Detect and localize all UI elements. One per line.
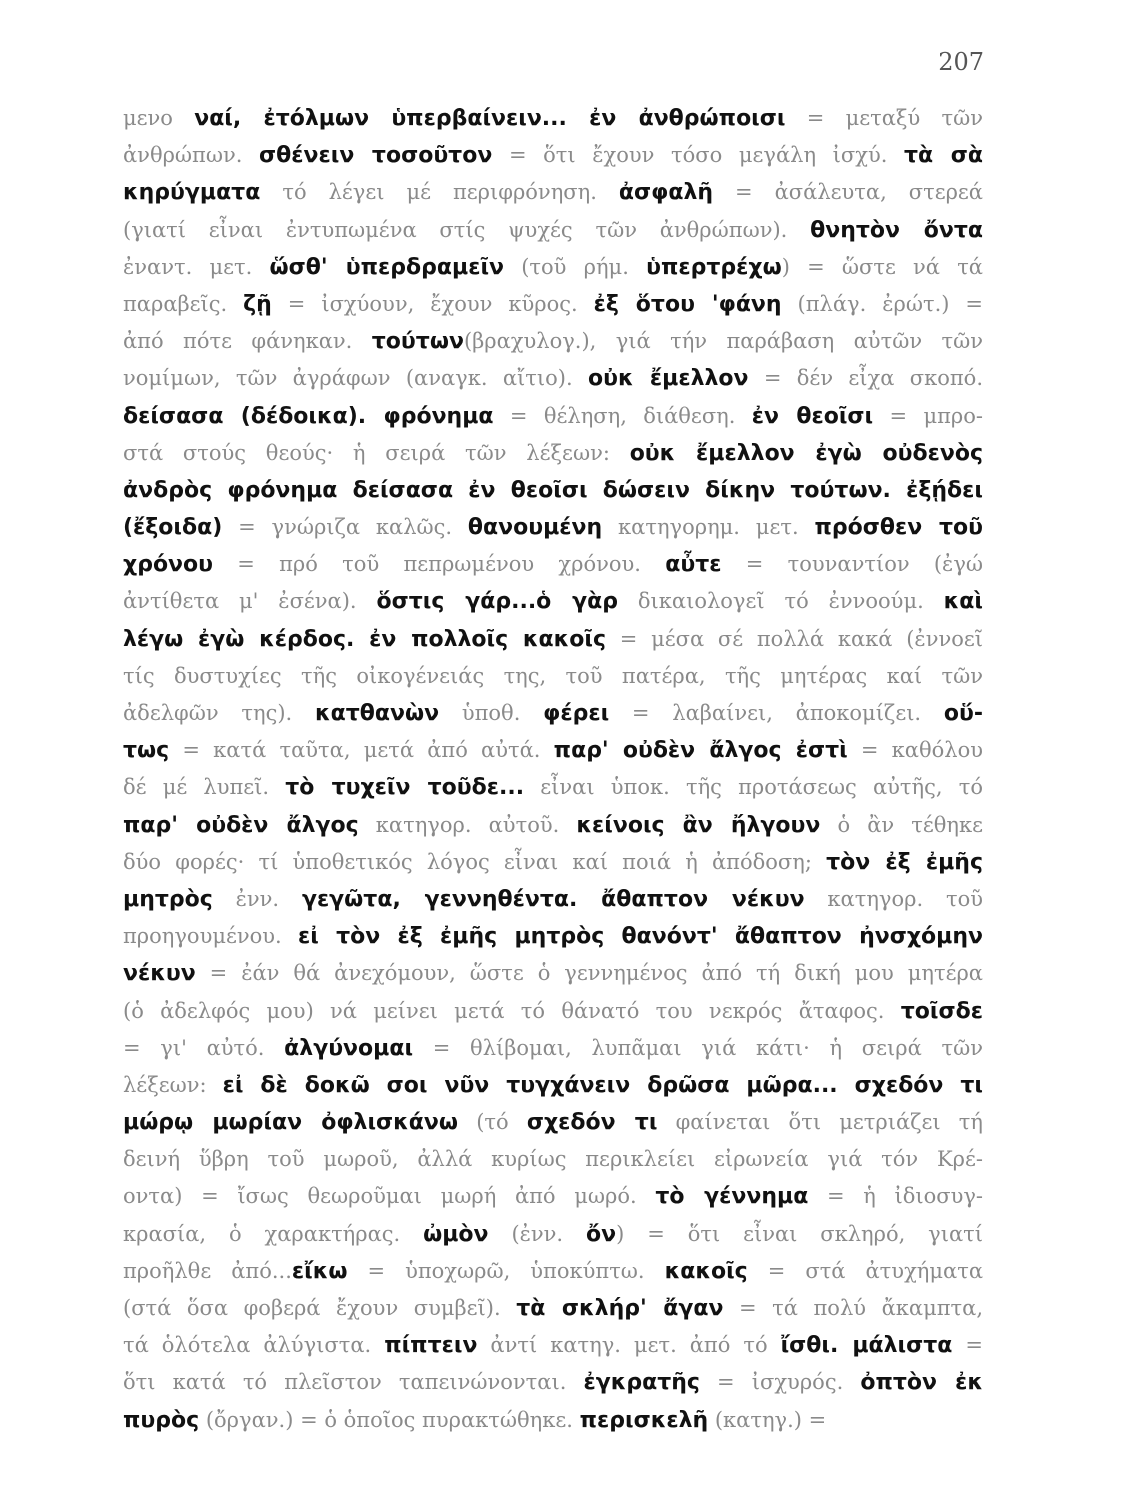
bold-lemma: ἀνδρὸς φρόνημα δείσασα ἐν θεοῖσι δώσειν δίκην τούτων. ἐξῄδει bbox=[123, 477, 983, 503]
bold-lemma: μώρῳ μωρίαν ὀφλισκάνω bbox=[123, 1110, 459, 1136]
commentary-gloss: (ὄργαν.) = ὁ ὁποῖος πυρακτώθηκε. bbox=[199, 1407, 580, 1432]
commentary-gloss: (ἐνν. bbox=[488, 1221, 587, 1246]
text-line bbox=[123, 1402, 983, 1439]
text-line bbox=[123, 546, 983, 583]
commentary-gloss: (βραχυλογ.), γιά τήν παράβαση αὐτῶν τῶν bbox=[463, 329, 983, 354]
bold-lemma: τὸ τυχεῖν τοῦδε... bbox=[285, 775, 525, 801]
bold-lemma: τὸ γέννημα bbox=[655, 1184, 809, 1210]
commentary-gloss: ἐνν. bbox=[212, 886, 302, 911]
commentary-gloss: ἐναντ. μετ. bbox=[123, 254, 270, 279]
bold-lemma: κατθανὼν bbox=[314, 701, 440, 726]
commentary-gloss: = μεταξύ τῶν bbox=[785, 106, 983, 130]
commentary-gloss: = γνώριζα καλῶς. bbox=[222, 515, 468, 540]
bold-lemma: τως bbox=[123, 738, 170, 764]
bold-lemma: λέγω ἐγὼ κέρδος. ἐν πολλοῖς κακοῖς bbox=[123, 626, 606, 652]
text-line bbox=[123, 100, 983, 137]
commentary-gloss: εἶναι ὑποκ. τῆς προτάσεως αὐτῆς, τό bbox=[524, 775, 983, 800]
commentary-gloss: μενο bbox=[123, 106, 195, 130]
commentary-gloss: τίς δυστυχίες τῆς οἰκογένειάς της, τοῦ πατέρα, τῆς μητέρας καί τῶν bbox=[123, 663, 983, 688]
commentary-gloss: ) = ὅτι εἶναι σκληρό, γιατί bbox=[616, 1221, 983, 1246]
commentary-gloss: = θέληση, διάθεση. bbox=[493, 403, 752, 428]
bold-lemma: πρόσθεν τοῦ bbox=[814, 515, 983, 541]
bold-lemma: κακοῖς bbox=[664, 1258, 748, 1284]
bold-lemma: εἴκω bbox=[291, 1258, 348, 1284]
commentary-gloss: κατηγορημ. μετ. bbox=[602, 515, 815, 540]
commentary-gloss: = ἰσχύουν, ἔχουν κῦρος. bbox=[271, 291, 594, 316]
commentary-gloss: = τουναντίον (ἐγώ bbox=[721, 552, 983, 577]
commentary-gloss: = λαβαίνει, ἀποκομίζει. bbox=[609, 701, 944, 725]
commentary-gloss: (στά ὅσα φοβερά ἔχουν συμβεῖ). bbox=[123, 1296, 517, 1320]
bold-lemma: ὥσθ' ὑπερδραμεῖν bbox=[269, 254, 505, 280]
commentary-gloss: οντα) = ἴσως θεωροῦμαι μωρή ἀπό μωρό. bbox=[123, 1184, 656, 1209]
bold-lemma: σθένειν τοσοῦτον bbox=[259, 143, 493, 169]
bold-lemma: οὐκ ἔμελλον ἐγὼ οὐδενὸς bbox=[629, 440, 983, 466]
commentary-gloss: δικαιολογεῖ τό ἐννοούμ. bbox=[618, 589, 944, 614]
commentary-gloss: = τά πολύ ἄκαμπτα, bbox=[723, 1296, 983, 1320]
commentary-gloss: = θλίβομαι, λυπᾶμαι γιά κάτι· ἡ σειρά τῶν bbox=[413, 1035, 983, 1060]
commentary-gloss: δεινή ὕβρη τοῦ μωροῦ, ἀλλά κυρίως περικλείει εἰρωνεία γιά τόν Κρέ- bbox=[123, 1147, 983, 1172]
commentary-gloss: = δέν εἶχα σκοπό. bbox=[748, 366, 983, 391]
bold-lemma: ἀλγύνομαι bbox=[284, 1035, 414, 1061]
commentary-gloss: = ἰσχυρός. bbox=[699, 1370, 861, 1395]
text-line bbox=[123, 732, 983, 769]
commentary-gloss: = bbox=[952, 1333, 983, 1358]
text-line bbox=[123, 174, 983, 211]
commentary-gloss: τό λέγει μέ περιφρόνηση. bbox=[260, 180, 619, 205]
commentary-gloss: κρασία, ὁ χαρακτήρας. bbox=[123, 1221, 424, 1246]
bold-lemma: (ἔξοιδα) bbox=[123, 515, 223, 541]
commentary-gloss: κατηγορ. τοῦ bbox=[804, 886, 983, 911]
text-line bbox=[123, 286, 983, 323]
bold-lemma: δείσασα (δέδοικα). φρόνημα bbox=[123, 403, 494, 429]
bold-lemma: ἐγκρατῆς bbox=[583, 1370, 700, 1396]
bold-lemma: τὰ σκλήρ' ἄγαν bbox=[516, 1296, 724, 1321]
bold-lemma: φέρει bbox=[543, 701, 610, 726]
bold-lemma: κηρύγματα bbox=[123, 180, 261, 206]
bold-lemma: κείνοις ἂν ἤλγουν bbox=[576, 812, 821, 838]
bold-lemma: τοῖσδε bbox=[900, 998, 983, 1024]
text-line bbox=[123, 1141, 983, 1178]
text-line bbox=[123, 658, 983, 695]
commentary-gloss: = καθόλου bbox=[847, 738, 983, 763]
commentary-gloss: δύο φορές· τί ὑποθετικός λόγος εἶναι καί ποιά ἡ ἀπόδοση; bbox=[123, 849, 827, 874]
commentary-gloss: λέξεων: bbox=[123, 1072, 223, 1097]
commentary-gloss: = μπρο- bbox=[873, 403, 983, 428]
bold-lemma: ἐν θεοῖσι bbox=[751, 403, 874, 429]
text-line bbox=[123, 1030, 983, 1067]
bold-lemma: εἰ δὲ δοκῶ σοι νῦν τυγχάνειν δρῶσα μῶρα... σχεδόν τι bbox=[222, 1072, 983, 1098]
bold-lemma: ναί, ἐτόλμων ὑπερβαίνειν... ἐν ἀνθρώποισι bbox=[194, 106, 786, 131]
bold-lemma: ὄν bbox=[586, 1221, 617, 1247]
bold-lemma: ἀσφαλῆ bbox=[618, 180, 714, 206]
commentary-gloss: = ὅτι ἔχουν τόσο μεγάλη ἰσχύ. bbox=[492, 143, 904, 168]
commentary-gloss: = στά ἀτυχήματα bbox=[747, 1258, 983, 1283]
text-line bbox=[123, 881, 983, 918]
text-line bbox=[123, 509, 983, 546]
commentary-gloss: = πρό τοῦ πεπρωμένου χρόνου. bbox=[213, 552, 666, 577]
commentary-gloss: = γι' αὐτό. bbox=[123, 1035, 285, 1060]
commentary-gloss: ἀπό πότε φάνηκαν. bbox=[123, 329, 372, 354]
commentary-text-block bbox=[123, 100, 983, 1439]
text-line bbox=[123, 769, 983, 806]
text-line bbox=[123, 1290, 983, 1327]
bold-lemma: ζῇ bbox=[243, 291, 272, 317]
commentary-gloss: τά ὁλότελα ἀλύγιστα. bbox=[123, 1333, 385, 1358]
bold-lemma: παρ' οὐδὲν ἄλγος bbox=[123, 812, 359, 838]
commentary-gloss: δέ μέ λυπεῖ. bbox=[123, 775, 286, 800]
bold-lemma: μητρὸς bbox=[123, 886, 213, 912]
bold-lemma: θανουμένη bbox=[467, 515, 603, 541]
bold-lemma: θνητὸν ὄντα bbox=[810, 217, 983, 243]
bold-lemma: τούτων bbox=[371, 329, 464, 355]
text-line bbox=[123, 583, 983, 620]
commentary-gloss: (γιατί εἶναι ἐντυπωμένα στίς ψυχές τῶν ἀνθρώπων). bbox=[123, 217, 811, 242]
text-line bbox=[123, 1216, 983, 1253]
commentary-gloss: (τό bbox=[458, 1110, 527, 1135]
page-number: 207 bbox=[938, 48, 984, 76]
bold-lemma: ὠμὸν bbox=[423, 1221, 489, 1247]
text-line bbox=[123, 1253, 983, 1290]
commentary-gloss: νομίμων, τῶν ἀγράφων (αναγκ. αἴτιο). bbox=[123, 366, 588, 391]
commentary-gloss: ὁ ἂν τέθηκε bbox=[820, 812, 983, 837]
bold-lemma: παρ' οὐδὲν ἄλγος ἐστὶ bbox=[553, 738, 848, 764]
text-line bbox=[123, 1104, 983, 1141]
text-line bbox=[123, 137, 983, 174]
bold-lemma: τὰ σὰ bbox=[904, 143, 983, 169]
bold-lemma: περισκελῆ bbox=[579, 1407, 709, 1433]
commentary-gloss: = ὑποχωρῶ, ὑποκύπτω. bbox=[347, 1258, 665, 1283]
bold-lemma: αὖτε bbox=[665, 552, 722, 578]
bold-lemma: πυρὸς bbox=[123, 1407, 200, 1433]
commentary-gloss: ἀντίθετα μ' ἐσένα). bbox=[123, 589, 377, 614]
text-line bbox=[123, 918, 983, 955]
commentary-gloss: στά στούς θεούς· ἡ σειρά τῶν λέξεων: bbox=[123, 440, 630, 465]
commentary-gloss: (ὁ ἀδελφός μου) νά μείνει μετά τό θάνατό του νεκρός ἄταφος. bbox=[123, 998, 901, 1023]
text-line bbox=[123, 249, 983, 286]
text-line bbox=[123, 435, 983, 472]
commentary-gloss: = ἐάν θά ἀνεχόμουν, ὥστε ὁ γεννημένος ἀπό τή δική μου μητέρα bbox=[195, 961, 983, 986]
commentary-gloss: ἀδελφῶν της). bbox=[123, 701, 315, 725]
bold-lemma: ἐξ ὅτου 'φάνη bbox=[593, 291, 782, 317]
bold-lemma: σχεδόν τι bbox=[526, 1110, 658, 1136]
commentary-gloss: ἀντί κατηγ. μετ. ἀπό τό bbox=[477, 1333, 781, 1358]
commentary-gloss: παραβεῖς. bbox=[123, 291, 244, 316]
bold-lemma: τὸν ἐξ ἐμῆς bbox=[826, 849, 983, 875]
text-line bbox=[123, 212, 983, 249]
text-line bbox=[123, 360, 983, 397]
commentary-gloss: = ἡ ἰδιοσυγ- bbox=[808, 1184, 983, 1209]
commentary-gloss: = μέσα σέ πολλά κακά (ἐννοεῖ bbox=[606, 626, 983, 651]
bold-lemma: εἰ τὸν ἐξ ἐμῆς μητρὸς θανόντ' ἄθαπτον ἠνσχόμην bbox=[298, 924, 983, 950]
text-line bbox=[123, 1364, 983, 1401]
text-line bbox=[123, 1067, 983, 1104]
text-line bbox=[123, 807, 983, 844]
bold-lemma: πίπτειν bbox=[384, 1333, 478, 1359]
text-line bbox=[123, 955, 983, 992]
bold-lemma: χρόνου bbox=[123, 552, 214, 578]
bold-lemma: ὅστις γάρ...ὁ γὰρ bbox=[376, 589, 619, 615]
commentary-gloss: ἀνθρώπων. bbox=[123, 143, 260, 168]
bold-lemma: ὑπερτρέχω bbox=[646, 254, 782, 280]
text-line bbox=[123, 993, 983, 1030]
bold-lemma: οὕ- bbox=[943, 701, 983, 726]
commentary-gloss: προηγουμένου. bbox=[123, 924, 299, 949]
commentary-gloss: προῆλθε ἀπό... bbox=[123, 1258, 292, 1283]
commentary-gloss: = κατά ταῦτα, μετά ἀπό αὐτά. bbox=[169, 738, 554, 763]
commentary-gloss: φαίνεται ὅτι μετριάζει τή bbox=[657, 1110, 983, 1135]
text-line bbox=[123, 621, 983, 658]
bold-lemma: νέκυν bbox=[123, 961, 196, 987]
bold-lemma: καὶ bbox=[943, 589, 983, 615]
bold-lemma: ἴσθι. μάλιστα bbox=[780, 1333, 953, 1359]
commentary-gloss: ὑποθ. bbox=[439, 701, 544, 725]
text-line bbox=[123, 695, 983, 732]
bold-lemma: ὀπτὸν ἐκ bbox=[860, 1370, 983, 1396]
bold-lemma: γεγῶτα, γεννηθέντα. ἄθαπτον νέκυν bbox=[301, 886, 805, 912]
commentary-gloss: κατηγορ. αὐτοῦ. bbox=[358, 812, 577, 837]
text-line bbox=[123, 472, 983, 509]
text-line bbox=[123, 323, 983, 360]
commentary-gloss: ὅτι κατά τό πλεῖστον ταπεινώνονται. bbox=[123, 1370, 584, 1395]
text-line bbox=[123, 844, 983, 881]
text-line bbox=[123, 1327, 983, 1364]
text-line bbox=[123, 398, 983, 435]
commentary-gloss: (κατηγ.) = bbox=[708, 1407, 827, 1432]
text-line bbox=[123, 1178, 983, 1215]
bold-lemma: οὐκ ἔμελλον bbox=[587, 366, 749, 392]
commentary-gloss: (τοῦ ρήμ. bbox=[504, 254, 647, 279]
commentary-gloss: = ἀσάλευτα, στερεά bbox=[713, 180, 983, 205]
commentary-gloss: ) = ὥστε νά τά bbox=[781, 254, 983, 279]
commentary-gloss: (πλάγ. ἐρώτ.) = bbox=[781, 291, 983, 316]
